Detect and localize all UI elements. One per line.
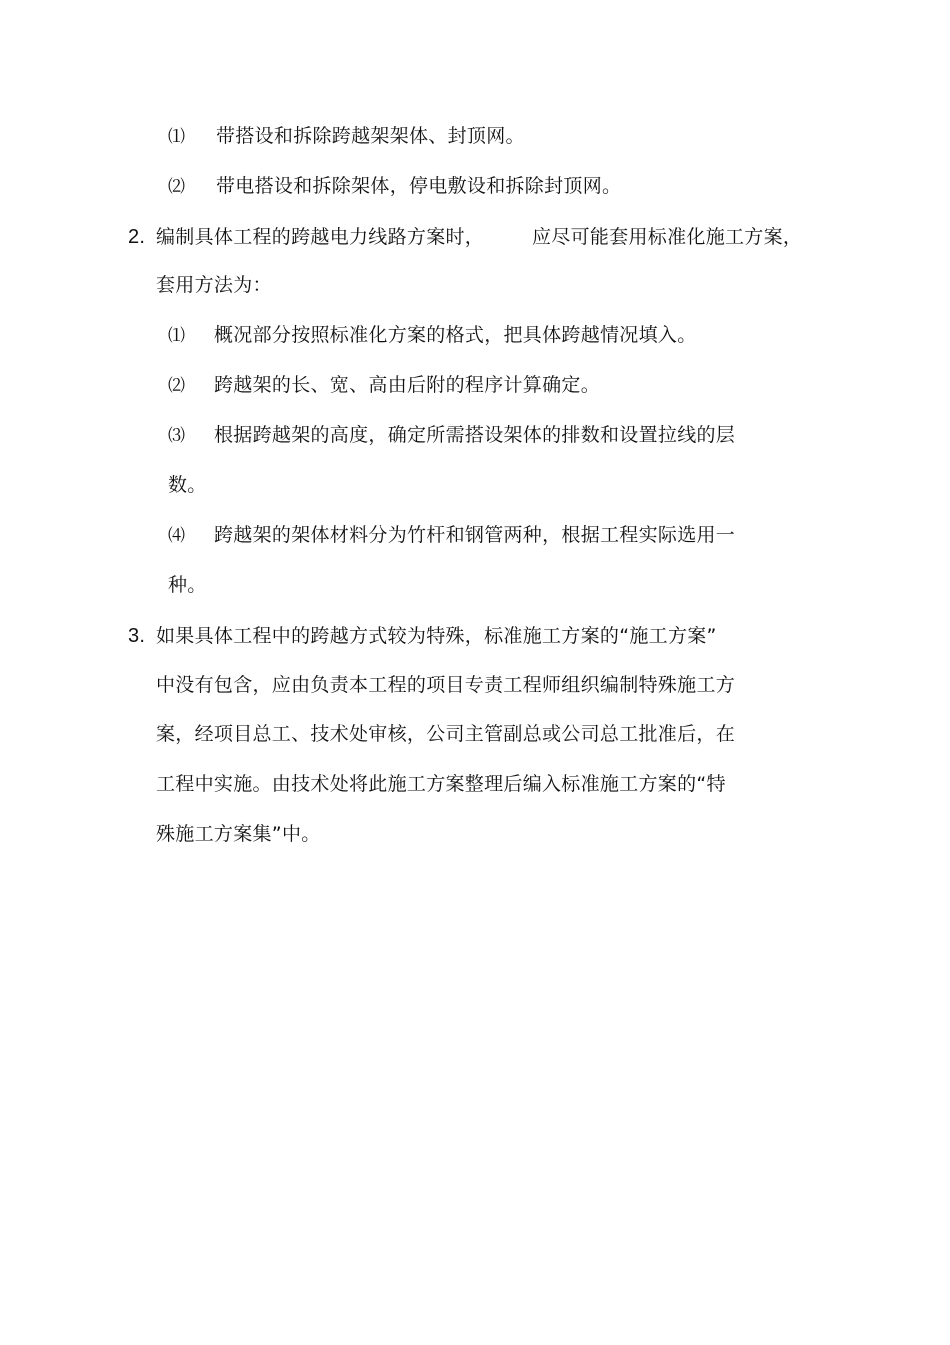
subitem-text: 根据跨越架的高度，确定所需搭设架体的排数和设置拉线的层 xyxy=(214,424,736,446)
list-item-2-line-1 xyxy=(128,225,484,249)
subitem-line xyxy=(168,523,735,548)
subitem-continuation xyxy=(168,473,207,497)
subitem-line xyxy=(168,373,600,398)
list-item-3-line xyxy=(156,722,735,746)
list-item-text: 工程中实施。由技术处将此施工方案整理后编入标准施工方案的“特 xyxy=(156,773,726,795)
list-item-3-line xyxy=(156,822,321,846)
subitem-line xyxy=(168,423,735,448)
list-item-number: 2. xyxy=(128,226,146,248)
subitem-text: 概况部分按照标准化方案的格式，把具体跨越情况填入。 xyxy=(214,324,697,346)
subitem-line xyxy=(168,174,621,199)
subitem-continuation xyxy=(168,573,207,597)
list-item-3-line xyxy=(156,772,726,796)
subitem-line xyxy=(168,323,697,348)
subitem-text: 数。 xyxy=(168,474,207,496)
list-item-2-line-2 xyxy=(156,273,272,297)
list-item-3-line-1 xyxy=(128,624,717,648)
list-item-3-line xyxy=(156,673,735,697)
subitem-marker: ⑵ xyxy=(168,376,186,396)
list-item-text: 案，经项目总工、技术处审核，公司主管副总或公司总工批准后，在 xyxy=(156,723,736,745)
subitem-text: 带电搭设和拆除架体，停电敷设和拆除封顶网。 xyxy=(216,175,622,197)
subitem-marker: ⑷ xyxy=(168,526,186,546)
list-item-text: 应尽可能套用标准化施工方案， xyxy=(532,226,803,248)
subitem-marker: ⑴ xyxy=(168,127,186,147)
subitem-text: 跨越架的长、宽、高由后附的程序计算确定。 xyxy=(214,374,601,396)
subitem-text: 带搭设和拆除跨越架架体、封顶网。 xyxy=(216,125,525,147)
subitem-marker: ⑴ xyxy=(168,326,186,346)
list-item-number: 3. xyxy=(128,625,146,647)
subitem-text: 种。 xyxy=(168,574,207,596)
list-item-text: 中没有包含，应由负责本工程的项目专责工程师组织编制特殊施工方 xyxy=(156,674,736,696)
list-item-text: 殊施工方案集”中。 xyxy=(156,823,321,845)
subitem-line xyxy=(168,124,525,149)
subitem-marker: ⑶ xyxy=(168,426,186,446)
list-item-text: 如果具体工程中的跨越方式较为特殊，标准施工方案的“施工方案” xyxy=(156,625,717,647)
list-item-text: 套用方法为： xyxy=(156,274,272,296)
list-item-2-line-1-continued xyxy=(532,225,802,249)
subitem-text: 跨越架的架体材料分为竹杆和钢管两种，根据工程实际选用一 xyxy=(214,524,736,546)
list-item-text: 编制具体工程的跨越电力线路方案时， xyxy=(156,226,485,248)
subitem-marker: ⑵ xyxy=(168,177,186,197)
